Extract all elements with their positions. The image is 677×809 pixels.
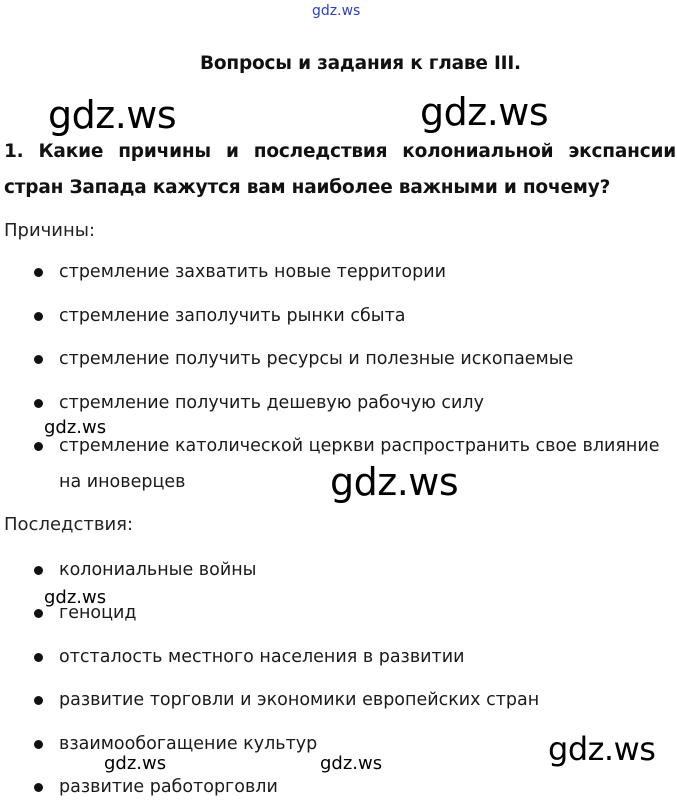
consequences-label: Последствия: (4, 514, 134, 535)
consequence-item: развитие работорговли (59, 777, 278, 797)
watermark-large-left: gdz.ws (48, 93, 177, 137)
watermark-large-right: gdz.ws (420, 90, 549, 134)
bullet-icon (34, 696, 43, 705)
cause-item-continuation: на иноверцев (59, 472, 186, 492)
cause-item: стремление католической церкви распространить свое влияние (59, 436, 660, 456)
watermark-small: gdz.ws (44, 417, 107, 438)
watermark-top: gdz.ws (312, 3, 361, 19)
cause-item: стремление заполучить рынки сбыта (59, 306, 406, 326)
watermark-small: gdz.ws (44, 587, 107, 608)
bullet-icon (34, 355, 43, 364)
consequence-item: взаимообогащение культур (59, 734, 318, 754)
bullet-icon (34, 740, 43, 749)
consequence-item: развитие торговли и экономики европейских стран (59, 690, 540, 710)
watermark-large-bottom-right: gdz.ws (548, 730, 656, 768)
bullet-icon (34, 399, 43, 408)
watermark-large-center: gdz.ws (330, 460, 459, 504)
bullet-icon (34, 609, 43, 618)
cause-item: стремление получить ресурсы и полезные ископаемые (59, 349, 574, 369)
consequence-item: отсталость местного населения в развитии (59, 647, 465, 667)
chapter-title: Вопросы и задания к главе III. (200, 53, 521, 74)
bullet-icon (34, 442, 43, 451)
question-line-2: стран Запада кажутся вам наиболее важными и почему? (4, 177, 611, 198)
bullet-icon (34, 312, 43, 321)
cause-item: стремление получить дешевую рабочую силу (59, 393, 484, 413)
question-line-1: 1. Какие причины и последствия колониальной экспансии (4, 141, 676, 162)
cause-item: стремление захватить новые территории (59, 262, 446, 282)
bullet-icon (34, 783, 43, 792)
bullet-icon (34, 653, 43, 662)
consequence-item: колониальные войны (59, 560, 257, 580)
bullet-icon (34, 268, 43, 277)
bullet-icon (34, 566, 43, 575)
watermark-small: gdz.ws (320, 753, 383, 774)
consequence-item: геноцид (59, 603, 137, 623)
causes-label: Причины: (4, 220, 96, 241)
watermark-small: gdz.ws (104, 753, 167, 774)
